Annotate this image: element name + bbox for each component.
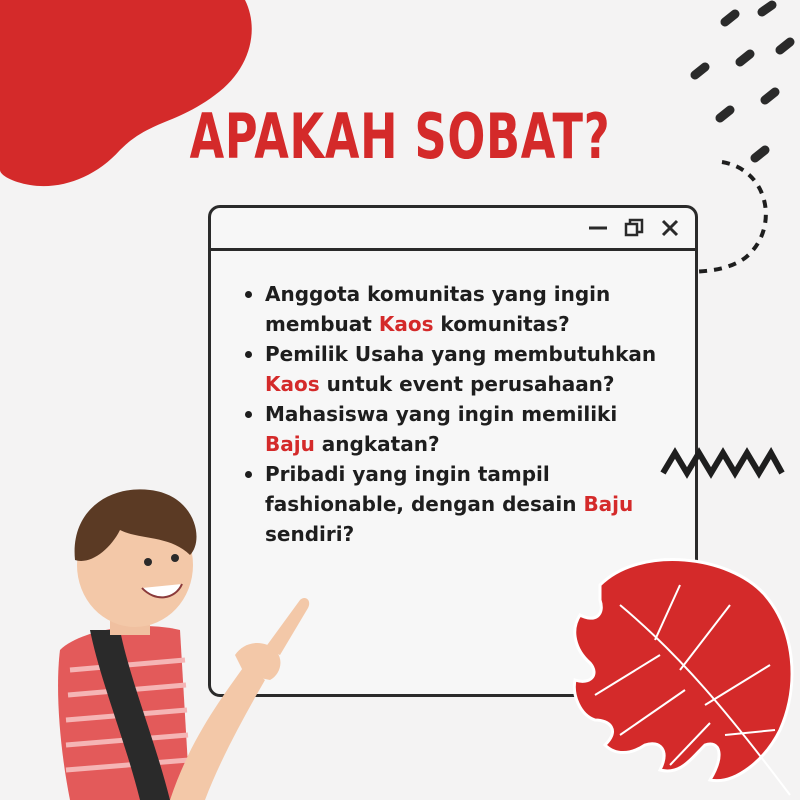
item-text: Anggota komunitas yang ingin membuat: [265, 282, 611, 336]
restore-icon[interactable]: [623, 217, 645, 239]
zigzag-line: [660, 445, 785, 480]
item-text: Pemilik Usaha yang membutuhkan: [265, 342, 657, 366]
close-icon[interactable]: [659, 217, 681, 239]
pointing-person: [30, 480, 320, 800]
list-item: [241, 279, 665, 339]
item-highlight: Baju: [265, 432, 315, 456]
item-text: komunitas?: [433, 312, 570, 336]
item-highlight: Kaos: [378, 312, 434, 336]
minimize-icon[interactable]: [587, 217, 609, 239]
item-text: angkatan?: [314, 432, 440, 456]
page-title: APAKAH SOBAT?: [189, 100, 611, 173]
item-highlight: Baju: [583, 492, 634, 516]
dashes-pattern: [680, 0, 800, 170]
item-text: Pribadi yang ingin tampil fashionable, dengan desain: [265, 462, 584, 516]
list-item: [241, 339, 665, 399]
item-text: sendiri?: [265, 522, 355, 546]
window-titlebar: [211, 208, 695, 251]
item-text: Mahasiswa yang ingin memiliki: [265, 402, 618, 426]
monstera-leaf: [560, 545, 800, 800]
list-item: [241, 399, 665, 459]
item-highlight: Kaos: [265, 372, 320, 396]
item-text: untuk event perusahaan?: [319, 372, 615, 396]
